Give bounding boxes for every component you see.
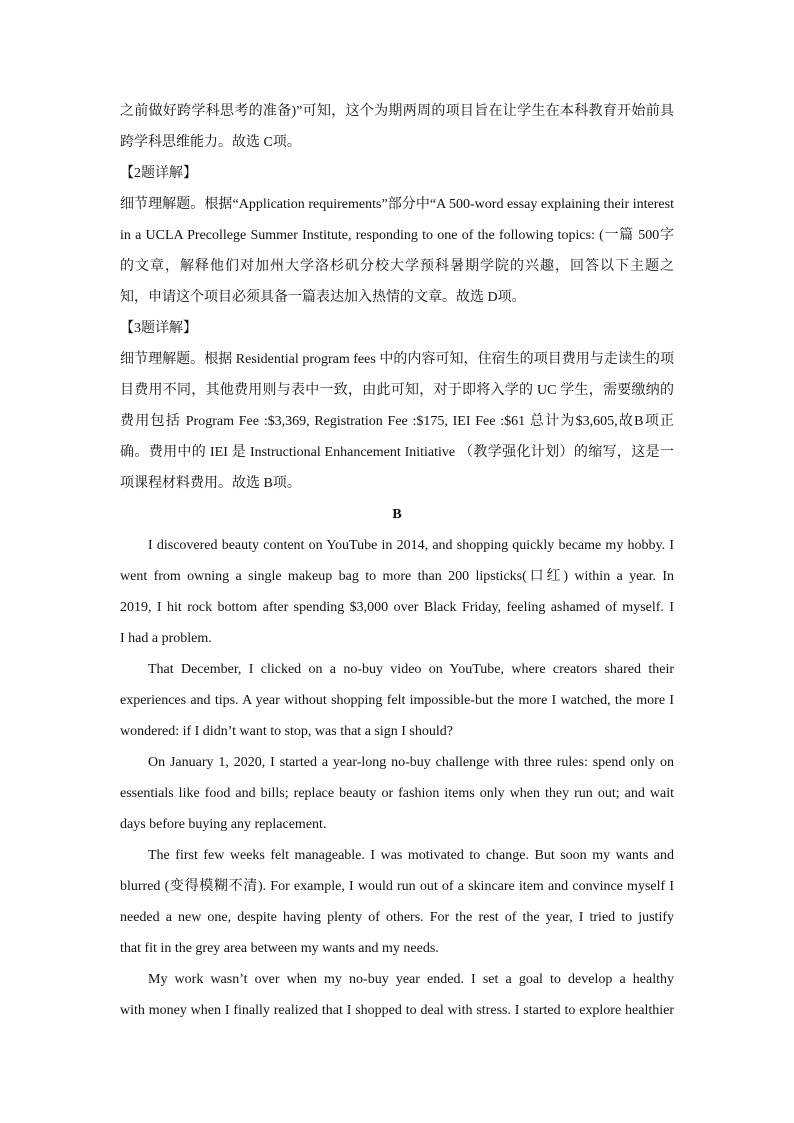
para-line: 项课程材料费用。故选 B项。	[120, 476, 301, 491]
para-line: blurred (变得模糊不清). For example, I would run out of a skincare item and convince myself I	[120, 879, 674, 894]
section-heading: 【3题详解】	[120, 321, 197, 336]
para-line: experiences and tips. A year without shopping felt impossible-but the more I watched, the more I	[120, 693, 674, 708]
para-line: That December, I clicked on a no-buy video on YouTube, where creators shared their	[148, 662, 674, 677]
para-line: needed a new one, despite having plenty of others. For the rest of the year, I tried to justify	[120, 910, 674, 925]
para-line: 费用包括 Program Fee :$3,369, Registration Fee :$175, IEI Fee :$61 总计为$3,605,故B项正	[120, 414, 674, 429]
para-line: that fit in the grey area between my wants and my needs.	[120, 941, 439, 956]
para-line: 知，申请这个项目必须具备一篇表达加入热情的文章。故选 D项。	[120, 290, 526, 305]
section-letter: B	[392, 507, 402, 522]
para-line: My work wasn’t over when my no-buy year ended. I set a goal to develop a healthy	[148, 972, 674, 987]
para-line: days before buying any replacement.	[120, 817, 327, 832]
para-line: in a UCLA Precollege Summer Institute, responding to one of the following topics: (一篇 500字	[120, 228, 674, 243]
para-line: essentials like food and bills; replace beauty or fashion items only when they run out; and wait	[120, 786, 674, 801]
para-line: The first few weeks felt manageable. I was motivated to change. But soon my wants and	[148, 848, 674, 863]
para-line: 2019, I hit rock bottom after spending $3,000 over Black Friday, feeling ashamed of myself. I	[120, 600, 674, 615]
section-heading: 【2题详解】	[120, 166, 197, 181]
para-line: 目费用不同，其他费用则与表中一致，由此可知，对于即将入学的 UC 学生，需要缴纳的	[120, 383, 674, 398]
para-line: with money when I finally realized that I shopped to deal with stress. I started to explore healthier	[120, 1003, 674, 1018]
para-line: 之前做好跨学科思考的准备)”可知，这个为期两周的项目旨在让学生在本科教育开始前具	[120, 104, 674, 119]
para-line: On January 1, 2020, I started a year-long no-buy challenge with three rules: spend only on	[148, 755, 674, 770]
para-line: 细节理解题。根据 Residential program fees 中的内容可知，住宿生的项目费用与走读生的项	[120, 352, 674, 367]
para-line: 细节理解题。根据“Application requirements”部分中“A 500-word essay explaining their interest	[120, 197, 674, 212]
para-line: 跨学科思维能力。故选 C项。	[120, 135, 301, 150]
para-line: wondered: if I didn’t want to stop, was that a sign I should?	[120, 724, 453, 739]
para-line: I had a problem.	[120, 631, 212, 646]
para-line: 确。费用中的 IEI 是 Instructional Enhancement Initiative （教学强化计划）的缩写，这是一	[120, 445, 674, 460]
para-line: 的文章，解释他们对加州大学洛杉矶分校大学预科暑期学院的兴趣，回答以下主题之	[120, 259, 674, 274]
para-line: I discovered beauty content on YouTube in 2014, and shopping quickly became my hobby. I	[148, 538, 674, 553]
para-line: went from owning a single makeup bag to more than 200 lipsticks(口红) within a year. In	[120, 569, 674, 584]
document-page	[120, 96, 674, 1026]
